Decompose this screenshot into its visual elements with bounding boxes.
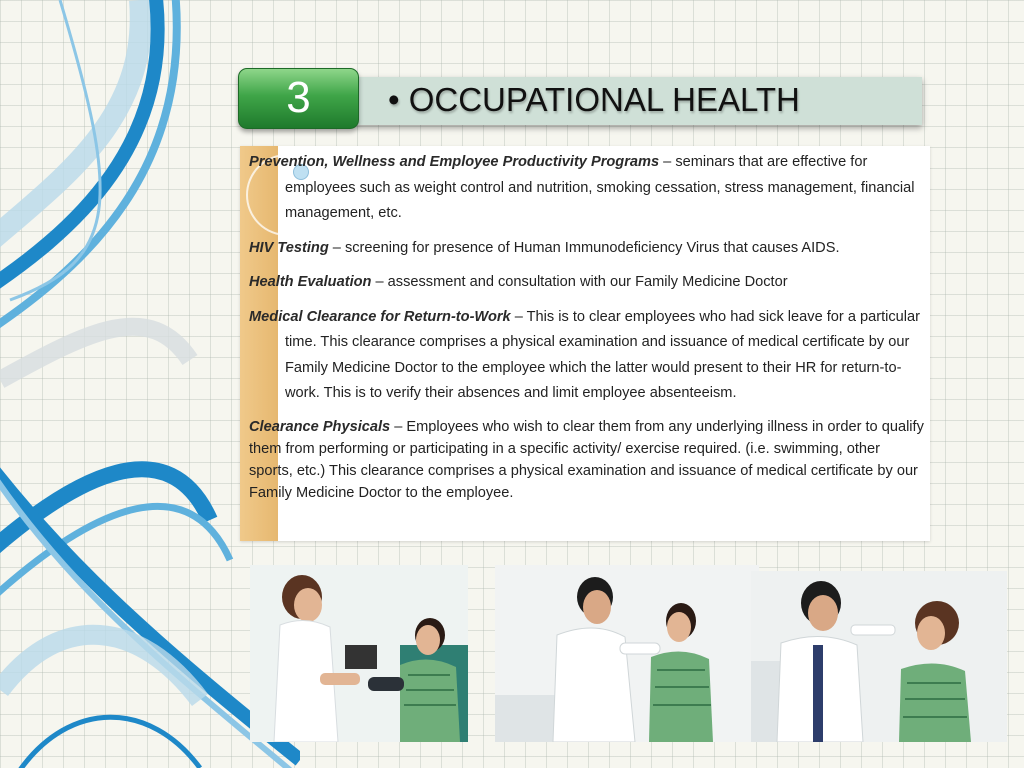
slide-number-badge: 3 xyxy=(238,68,359,129)
entry-text: – screening for presence of Human Immunodeficiency Virus that causes AIDS. xyxy=(328,239,840,256)
entry-text: – seminars that are effective for employees such as weight control and nutrition, smoking cessation, stress management, financial management, etc. xyxy=(285,154,915,221)
entry-title: Clearance Physicals xyxy=(249,418,391,435)
nurse-blood-pressure-photo xyxy=(250,565,468,742)
doctor-eye-exam-photo xyxy=(751,571,1007,742)
entry-text: – assessment and consultation with our Family Medicine Doctor xyxy=(371,274,788,290)
entry-hiv-testing xyxy=(249,236,925,262)
entry-text: – Employees who wish to clear them from any underlying illness in order to qualify them from performing or participating in a specific activity/ exercise required. (i.e. swimming, other sports, etc.) This clearance comprises a physical examination and issuance of medical certificate by our Family Medicine Doctor to the employee. xyxy=(249,418,924,501)
entry-title: Medical Clearance for Return-to-Work xyxy=(249,308,511,325)
entry-prevention-programs xyxy=(249,150,925,227)
entry-health-evaluation xyxy=(249,270,925,296)
slide-title: • OCCUPATIONAL HEALTH xyxy=(388,81,800,118)
entry-return-to-work xyxy=(249,305,925,407)
entry-title: Health Evaluation xyxy=(249,274,372,290)
doctor-neck-exam-photo xyxy=(495,565,759,742)
content-text xyxy=(249,150,925,513)
entry-clearance-physicals xyxy=(249,416,925,504)
entry-title: Prevention, Wellness and Employee Productivity Programs xyxy=(249,154,660,170)
entry-text: – This is to clear employees who had sick leave for a particular time. This clearance comprises a physical examination and issuance of medical certificate by our Family Medicine Doctor to the employee which the latter would present to their HR for return-to-work. This is to verify their absences and limit employee absenteeism. xyxy=(285,308,921,401)
content-box xyxy=(240,146,930,541)
title-bar xyxy=(356,77,922,125)
entry-title: HIV Testing xyxy=(249,239,329,256)
